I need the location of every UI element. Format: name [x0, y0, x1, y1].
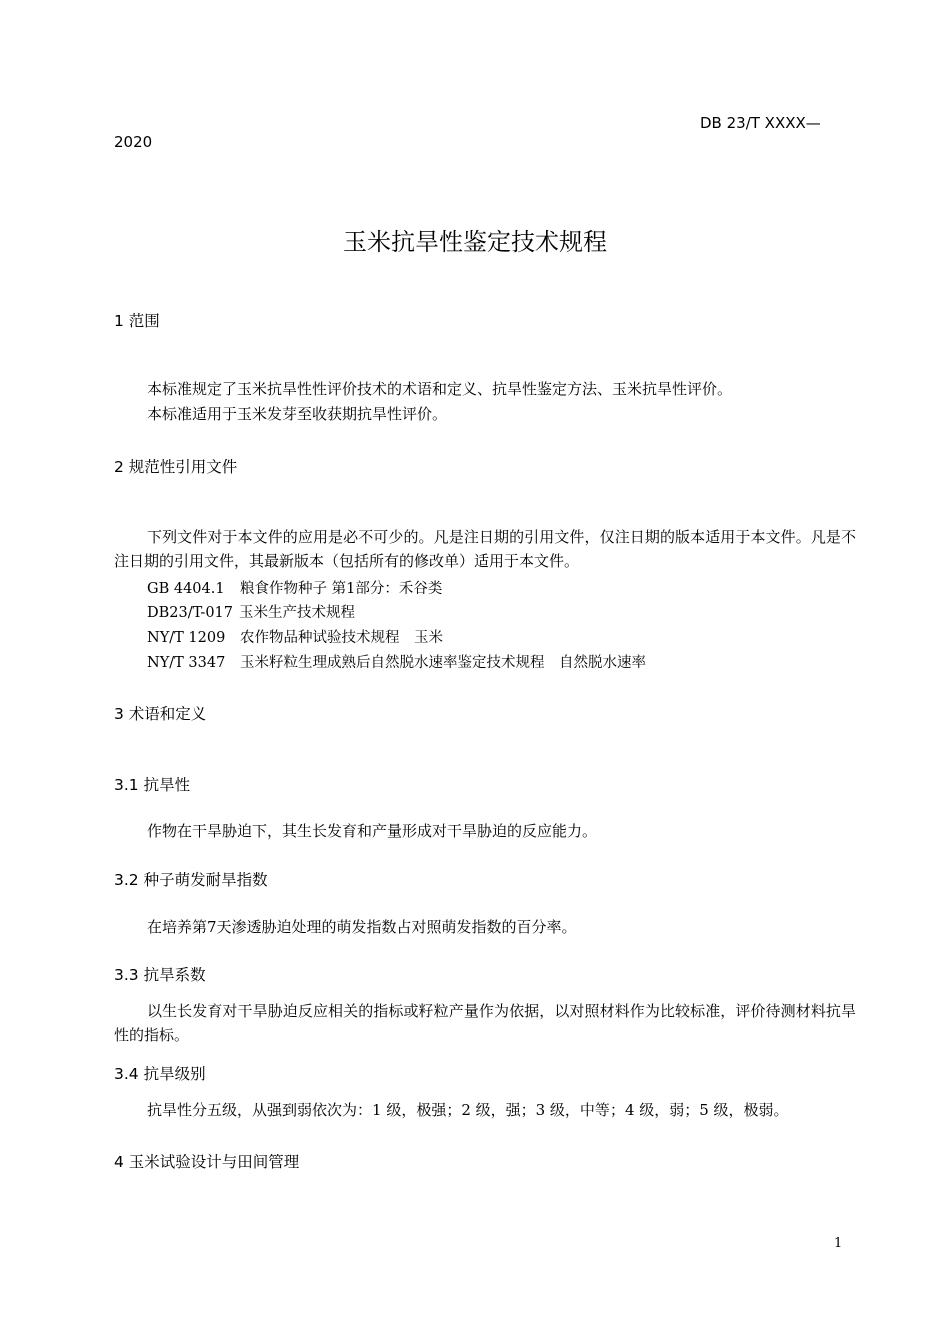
reference-row: [147, 577, 442, 598]
term-3-1-text: 作物在干旱胁迫下，其生长发育和产量形成对干旱胁迫的反应能力。: [147, 822, 598, 840]
page-number: 1: [834, 1236, 843, 1251]
reference-title: 玉米生产技术规程: [239, 605, 355, 621]
reference-title: 玉米籽粒生理成熟后自然脱水速率鉴定技术规程 自然脱水速率: [240, 655, 646, 671]
standard-year: 2020: [114, 133, 153, 151]
term-3-4-heading: 3.4 抗旱级别: [114, 1065, 206, 1083]
reference-title: 农作物品种试验技术规程 玉米: [240, 630, 443, 646]
term-3-4-text: 抗旱性分五级，从强到弱依次为：1 级，极强；2 级，强；3 级，中等；4 级，弱；5 级，极弱。: [147, 1101, 789, 1119]
section-1-para-1: 本标准规定了玉米抗旱性性评价技术的术语和定义、抗旱性鉴定方法、玉米抗旱性评价。: [147, 380, 733, 398]
reference-row: [147, 651, 646, 672]
section-3-heading: 3 术语和定义: [114, 705, 207, 723]
term-3-2-text: 在培养第7天渗透胁迫处理的萌发指数占对照萌发指数的百分率。: [147, 918, 577, 936]
reference-code: NY/T 3347: [147, 655, 226, 671]
standard-code: DB 23/T XXXX—: [700, 114, 821, 132]
reference-row: [147, 626, 443, 647]
term-3-3-text: 以生长发育对干旱胁迫反应相关的指标或籽粒产量作为依据，以对照材料作为比较标准，评价待测材料抗旱性的指标。: [114, 1002, 856, 1044]
section-4-heading: 4 玉米试验设计与田间管理: [114, 1153, 300, 1171]
term-3-3-heading: 3.3 抗旱系数: [114, 966, 206, 984]
section-2-heading: 2 规范性引用文件: [114, 458, 238, 476]
reference-row: [147, 601, 355, 622]
section-1-para-2: 本标准适用于玉米发芽至收获期抗旱性评价。: [147, 405, 448, 423]
section-1-heading: 1 范围: [114, 312, 160, 330]
section-2-intro: 下列文件对于本文件的应用是必不可少的。凡是注日期的引用文件，仅注日期的版本适用于本文件。凡是不注日期的引用文件，其最新版本（包括所有的修改单）适用于本文件。: [114, 528, 856, 570]
document-title: 玉米抗旱性鉴定技术规程: [343, 228, 607, 256]
reference-code: NY/T 1209: [147, 630, 226, 646]
reference-title: 粮食作物种子 第1部分：禾谷类: [240, 581, 443, 597]
term-3-1-heading: 3.1 抗旱性: [114, 776, 191, 794]
reference-code: GB 4404.1: [147, 581, 225, 597]
term-3-2-heading: 3.2 种子萌发耐旱指数: [114, 871, 268, 889]
reference-code: DB23/T-017: [147, 605, 233, 621]
